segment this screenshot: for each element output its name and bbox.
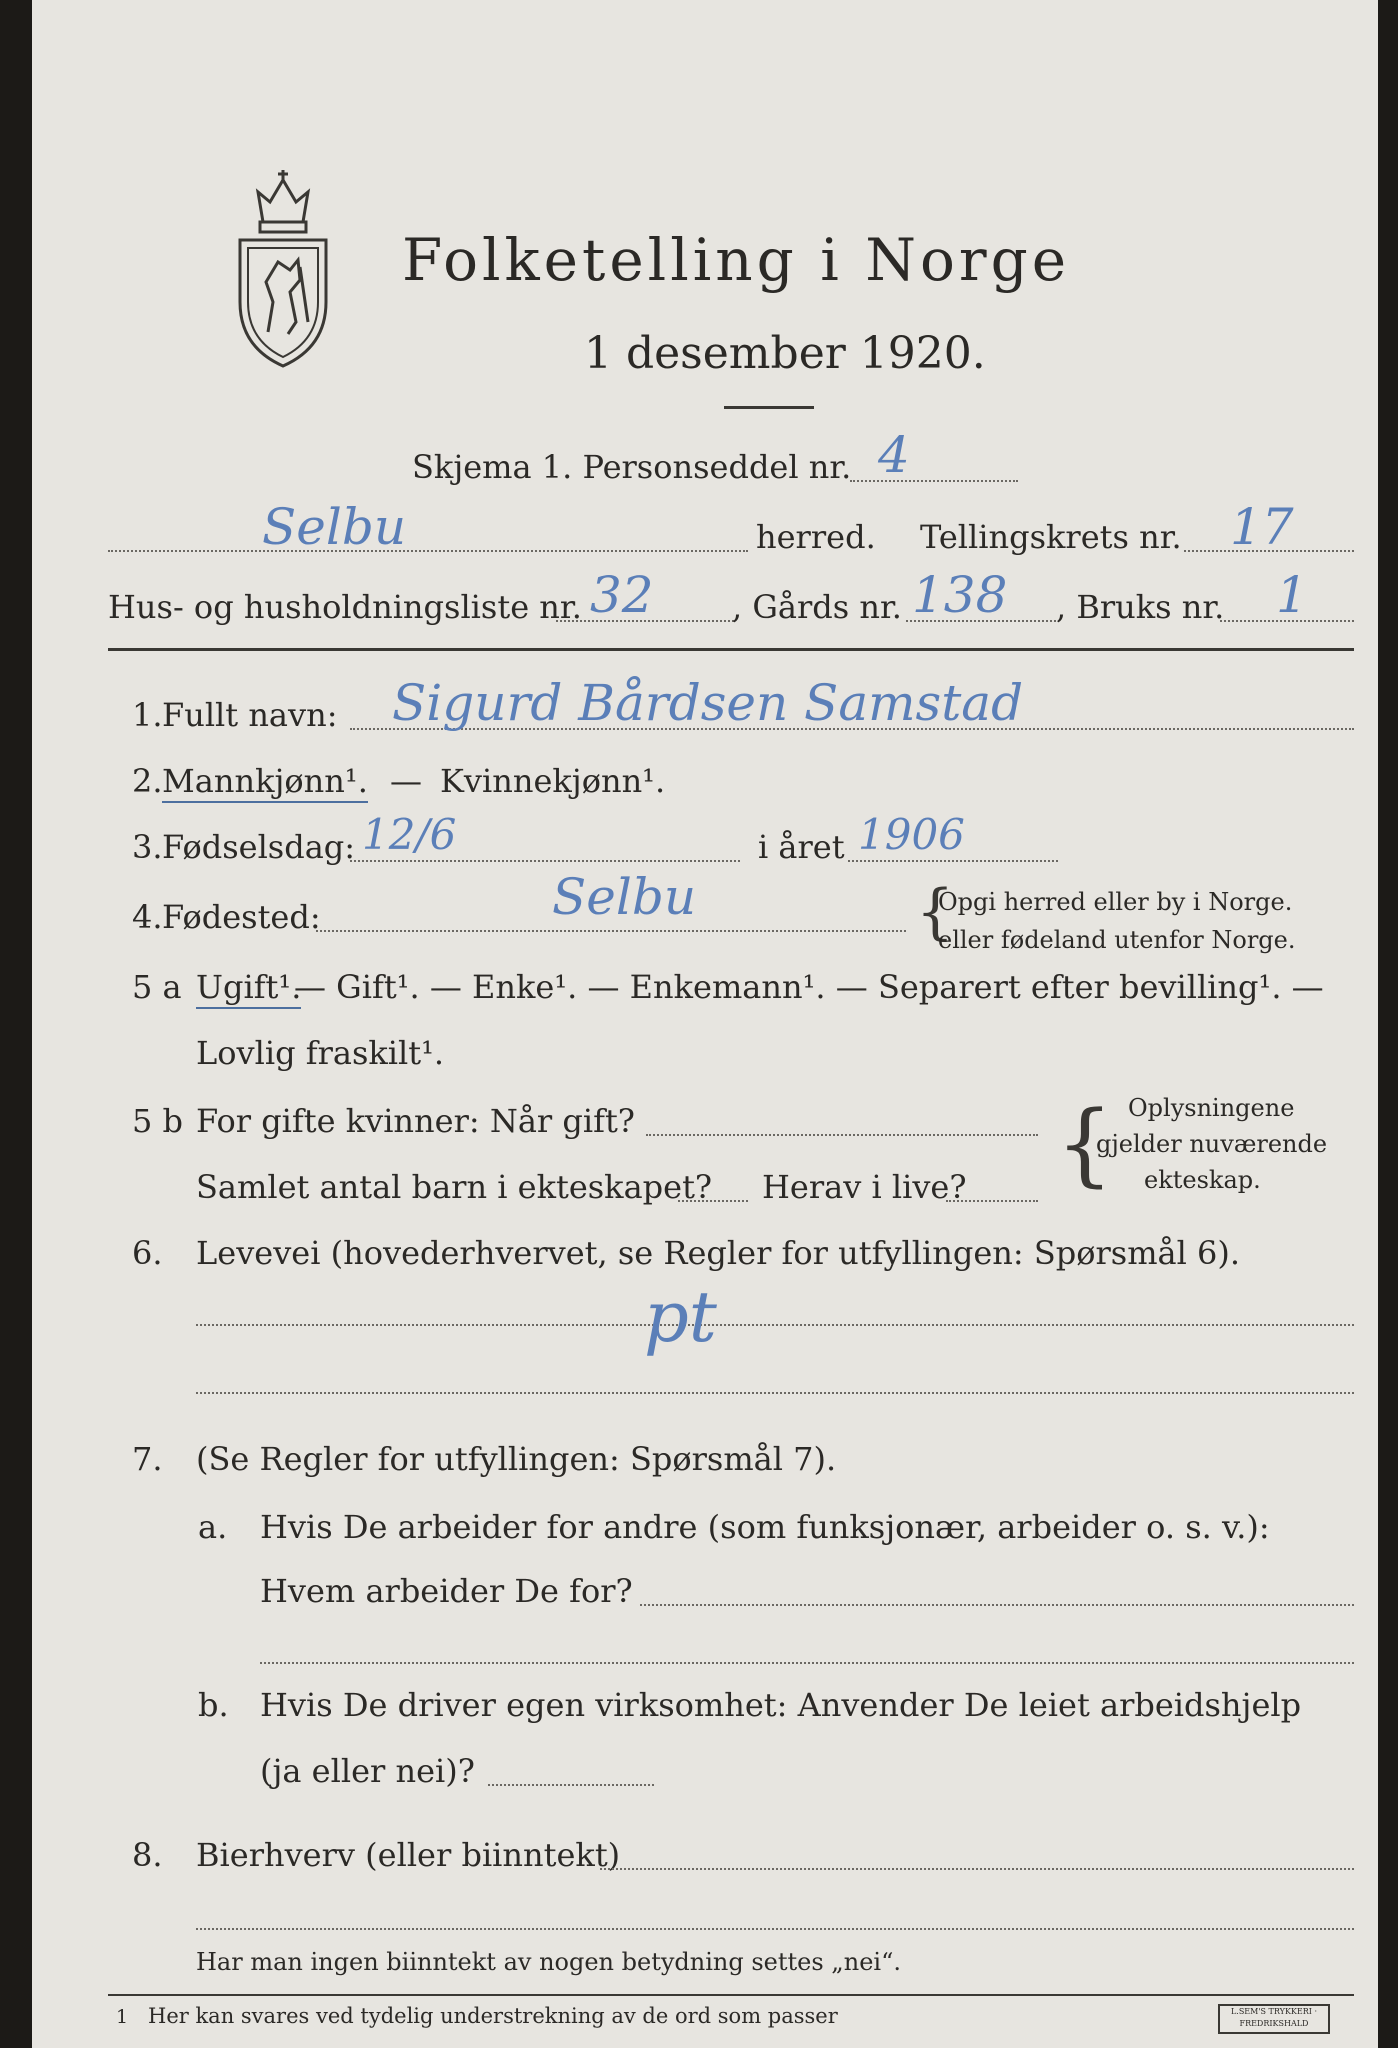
q7b-line2: (ja eller nei)? bbox=[260, 1752, 475, 1790]
title-divider bbox=[724, 406, 814, 409]
q5b-number: 5 b bbox=[132, 1102, 184, 1140]
side-income-line-2 bbox=[196, 1928, 1354, 1930]
q4-note-1: Opgi herred eller by i Norge. bbox=[938, 888, 1293, 916]
printer-text: L.SEM'S TRYKKERI · FREDRIKSHALD bbox=[1230, 2007, 1318, 2028]
herred-label: herred. bbox=[756, 518, 876, 556]
q4-note-2: eller fødeland utenfor Norge. bbox=[938, 926, 1296, 954]
employer-line bbox=[640, 1604, 1354, 1606]
q7a-line1: Hvis De arbeider for andre (som funksjonær, arbeider o. s. v.): bbox=[260, 1508, 1270, 1546]
footer-rule bbox=[108, 1994, 1354, 1996]
marital-options[interactable]: — Gift¹. — Enke¹. — Enkemann¹. — Separert efter bevilling¹. — bbox=[294, 968, 1324, 1006]
q5b-children-label: Samlet antal barn i ekteskapet? bbox=[196, 1168, 713, 1206]
ugift-option[interactable] bbox=[196, 968, 301, 1006]
q5b-note-3: ekteskap. bbox=[1144, 1166, 1261, 1194]
male-option: Mannkjønn¹. bbox=[162, 762, 368, 803]
q8-number: 8. bbox=[132, 1836, 163, 1874]
q5b-brace: { bbox=[1056, 1092, 1114, 1197]
q5b-line1: For gifte kvinner: Når gift? bbox=[196, 1102, 635, 1140]
year-label: i året bbox=[758, 828, 845, 866]
birthday-value[interactable]: 12/6 bbox=[362, 810, 457, 859]
printer-stamp bbox=[1218, 2004, 1330, 2034]
q8-note: Har man ingen biinntekt av nogen betydning settes „nei“. bbox=[196, 1948, 901, 1976]
birthplace-value[interactable]: Selbu bbox=[552, 868, 697, 926]
herred-value[interactable]: Selbu bbox=[262, 498, 407, 556]
norway-coat-of-arms-icon bbox=[228, 162, 338, 370]
footnote-number: 1 bbox=[116, 2006, 129, 2028]
q6-number: 6. bbox=[132, 1234, 163, 1272]
occupation-value[interactable]: pt bbox=[644, 1276, 717, 1358]
q1-number: 1. bbox=[132, 696, 163, 734]
tellingskrets-label: Tellingskrets nr. bbox=[920, 518, 1182, 556]
form-title: Folketelling i Norge bbox=[402, 226, 1071, 294]
skjema-line bbox=[850, 480, 1018, 482]
gender-male[interactable] bbox=[162, 762, 368, 800]
footnote-text: Her kan svares ved tydelig understrekning av de ord som passer bbox=[148, 2004, 838, 2028]
q4-brace: { bbox=[916, 877, 955, 947]
q7a-line2: Hvem arbeider De for? bbox=[260, 1572, 633, 1610]
birthplace-line bbox=[316, 930, 906, 932]
q3-number: 3. bbox=[132, 828, 163, 866]
q5b-note-2: gjelder nuværende bbox=[1096, 1130, 1328, 1158]
children-line bbox=[678, 1200, 748, 1202]
gards-label: , Gårds nr. bbox=[732, 588, 902, 626]
q4-number: 4. bbox=[132, 898, 163, 936]
lovlig-fraskilt[interactable]: Lovlig fraskilt¹. bbox=[196, 1034, 445, 1072]
birth-year-value[interactable]: 1906 bbox=[858, 810, 965, 859]
full-name-value[interactable]: Sigurd Bårdsen Samstad bbox=[392, 674, 1024, 732]
q7b-letter: b. bbox=[198, 1686, 229, 1724]
q6-label: Levevei (hovederhvervet, se Regler for utfyllingen: Spørsmål 6). bbox=[196, 1234, 1241, 1272]
skjema-label: Skjema 1. Personseddel nr. bbox=[412, 448, 852, 486]
q3-label: Fødselsdag: bbox=[162, 828, 356, 866]
bruks-value[interactable]: 1 bbox=[1276, 566, 1308, 624]
hus-value[interactable]: 32 bbox=[590, 566, 654, 624]
q7b-line1: Hvis De driver egen virksomhet: Anvender De leiet arbeidshjelp bbox=[260, 1686, 1302, 1724]
side-income-line bbox=[600, 1868, 1354, 1870]
birthday-line bbox=[350, 860, 740, 862]
q4-label: Fødested: bbox=[162, 898, 321, 936]
q5b-note-1: Oplysningene bbox=[1128, 1094, 1295, 1122]
census-date: 1 desember 1920. bbox=[584, 328, 986, 379]
hired-help-line bbox=[488, 1784, 654, 1786]
occupation-line-2 bbox=[196, 1392, 1354, 1394]
employer-line-2 bbox=[260, 1662, 1354, 1664]
q7-number: 7. bbox=[132, 1440, 163, 1478]
ugift-label: Ugift¹. bbox=[196, 968, 301, 1009]
q1-label: Fullt navn: bbox=[162, 696, 338, 734]
occupation-line-1 bbox=[196, 1324, 1354, 1326]
q5a-number: 5 a bbox=[132, 968, 182, 1006]
bruks-label: , Bruks nr. bbox=[1056, 588, 1225, 626]
header-rule bbox=[108, 648, 1354, 651]
q8-label: Bierhverv (eller biinntekt) bbox=[196, 1836, 621, 1874]
gards-value[interactable]: 138 bbox=[912, 566, 1008, 624]
hus-label: Hus- og husholdningsliste nr. bbox=[108, 588, 582, 626]
nar-gift-line bbox=[646, 1134, 1038, 1136]
alive-line bbox=[946, 1200, 1038, 1202]
q2-number: 2. bbox=[132, 762, 163, 800]
q5b-alive-label: Herav i live? bbox=[762, 1168, 967, 1206]
tellingskrets-value[interactable]: 17 bbox=[1230, 498, 1294, 556]
year-line bbox=[848, 860, 1058, 862]
herred-line bbox=[108, 550, 748, 552]
q7-label: (Se Regler for utfyllingen: Spørsmål 7). bbox=[196, 1440, 837, 1478]
gender-female[interactable]: Kvinnekjønn¹. bbox=[440, 762, 666, 800]
census-form-page bbox=[32, 0, 1378, 2048]
skjema-value[interactable]: 4 bbox=[878, 426, 910, 484]
gender-sep: — bbox=[390, 762, 422, 800]
q7a-letter: a. bbox=[198, 1508, 228, 1546]
